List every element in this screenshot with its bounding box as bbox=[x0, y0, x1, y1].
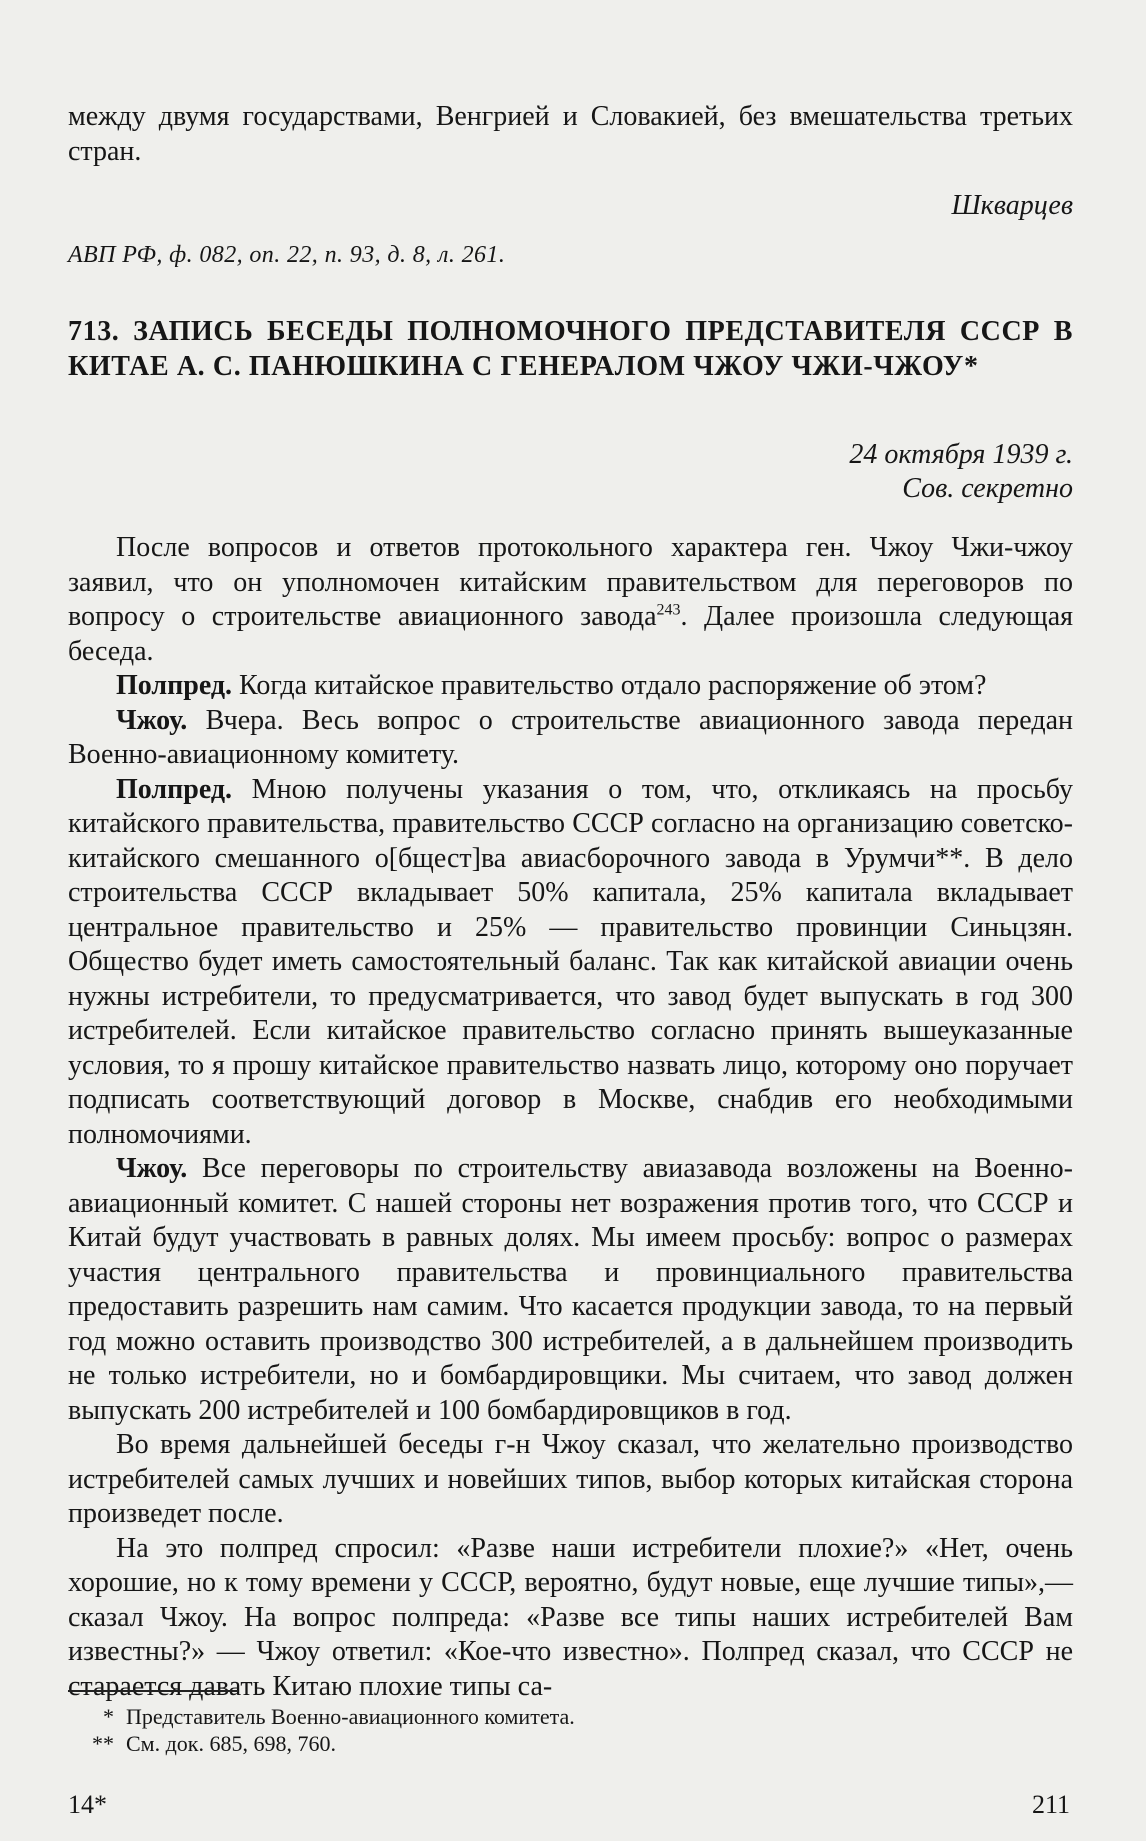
paragraph: Во время дальнейшей беседы г-н Чжоу сказал, что желательно производство истребителей самых лучших и новейших типов, выбор которых китайская сторона произведет после. bbox=[68, 1429, 1073, 1529]
endnote-ref: 243 bbox=[656, 601, 681, 619]
speaker-label: Полпред. bbox=[116, 773, 233, 805]
paragraph: Полпред. Мною получены указания о том, что, откликаясь на просьбу китайского правительства, правительство СССР согласно на организацию советско-китайского смешанного о[бщест]ва авиасборочного завода в Урумчи**. В дело строительства СССР вкладывает 50% капитала, 25% капитала вкладывает центральное правительство и 25% — правительство провинции Синьцзян. Общество будет иметь самостоятельный баланс. Так как китайской авиации очень нужны истребители, то предусматривается, что завод будет выпускать в год 300 истребителей. Если китайское правительство согласно принять вышеуказанные условия, то я прошу китайское правительство назвать лицо, которому оно поручает подписать соответствующий договор в Москве, снабдив его необходимыми полномочиями. bbox=[68, 773, 1073, 1150]
document-date: 24 октября 1939 г. bbox=[849, 439, 1073, 470]
footnote: ** См. док. 685, 698, 760. bbox=[92, 1731, 336, 1756]
document-number: 713. bbox=[68, 316, 120, 347]
top-fragment bbox=[68, 100, 1073, 169]
body-text bbox=[68, 531, 1073, 1704]
footnote-divider bbox=[68, 1690, 238, 1692]
footnotes bbox=[68, 1703, 1073, 1757]
classification: Сов. секретно bbox=[902, 473, 1073, 504]
speaker-label: Чжоу. bbox=[116, 704, 188, 736]
paragraph: После вопросов и ответов протокольного характера ген. Чжоу Чжи-чжоу заявил, что он уполномочен китайским правительством для переговоров по вопросу о строительстве авиационного завода$^{243}$. Далее произошла следующая беседа. bbox=[68, 532, 1074, 667]
continued-paragraph: между двумя государствами, Венгрией и Словакией, без вмешательства третьих стран. bbox=[68, 101, 1073, 167]
archive-reference: АВП РФ, ф. 082, оп. 22, п. 93, д. 8, л. 261. bbox=[68, 242, 506, 268]
footnote: * Представитель Военно-авиационного комитета. bbox=[103, 1704, 575, 1729]
page-number: 211 bbox=[1031, 1790, 1070, 1819]
paragraph: Чжоу. Вчера. Весь вопрос о строительстве авиационного завода передан Военно-авиационному комитету. bbox=[68, 704, 1073, 770]
paragraph: Чжоу. Все переговоры по строительству авиазавода возложены на Военно-авиационный комитет. С нашей стороны нет возражения против того, что СССР и Китай будут участвовать в равных долях. Мы имеем просьбу: вопрос о размерах участия центрального правительства и провинциального правительства предоставить разрешить нам самим. Что касается продукции завода, то на первый год можно оставить производство 300 истребителей, а в дальнейшем производить не только истребители, но и бомбардировщики. Мы считаем, что завод должен выпускать 200 истребителей и 100 бомбардировщиков в год. bbox=[68, 1153, 1073, 1426]
document-title: ЗАПИСЬ БЕСЕДЫ ПОЛНОМОЧНОГО ПРЕДСТАВИТЕЛЯ СССР В КИТАЕ А. С. ПАНЮШКИНА С ГЕНЕРАЛОМ ЧЖОУ ЧЖИ-ЧЖОУ* bbox=[68, 316, 1073, 382]
signature: Шкварцев bbox=[951, 190, 1073, 221]
paragraph: Полпред. Когда китайское правительство отдало распоряжение об этом? bbox=[116, 670, 987, 701]
paragraph: На это полпред спросил: «Разве наши истребители плохие?» «Нет, очень хорошие, но к тому времени у СССР, вероятно, будут новые, еще лучшие типы»,— сказал Чжоу. На вопрос полпреда: «Разве все типы наших истребителей Вам известны?» — Чжоу ответил: «Кое-что известно». Полпред сказал, что СССР не старается давать Китаю плохие типы са- bbox=[68, 1532, 1073, 1702]
speaker-label: Чжоу. bbox=[116, 1153, 188, 1184]
document-heading bbox=[68, 314, 1073, 384]
signature-mark: 14* bbox=[68, 1790, 107, 1819]
speaker-label: Полпред. bbox=[116, 670, 233, 701]
